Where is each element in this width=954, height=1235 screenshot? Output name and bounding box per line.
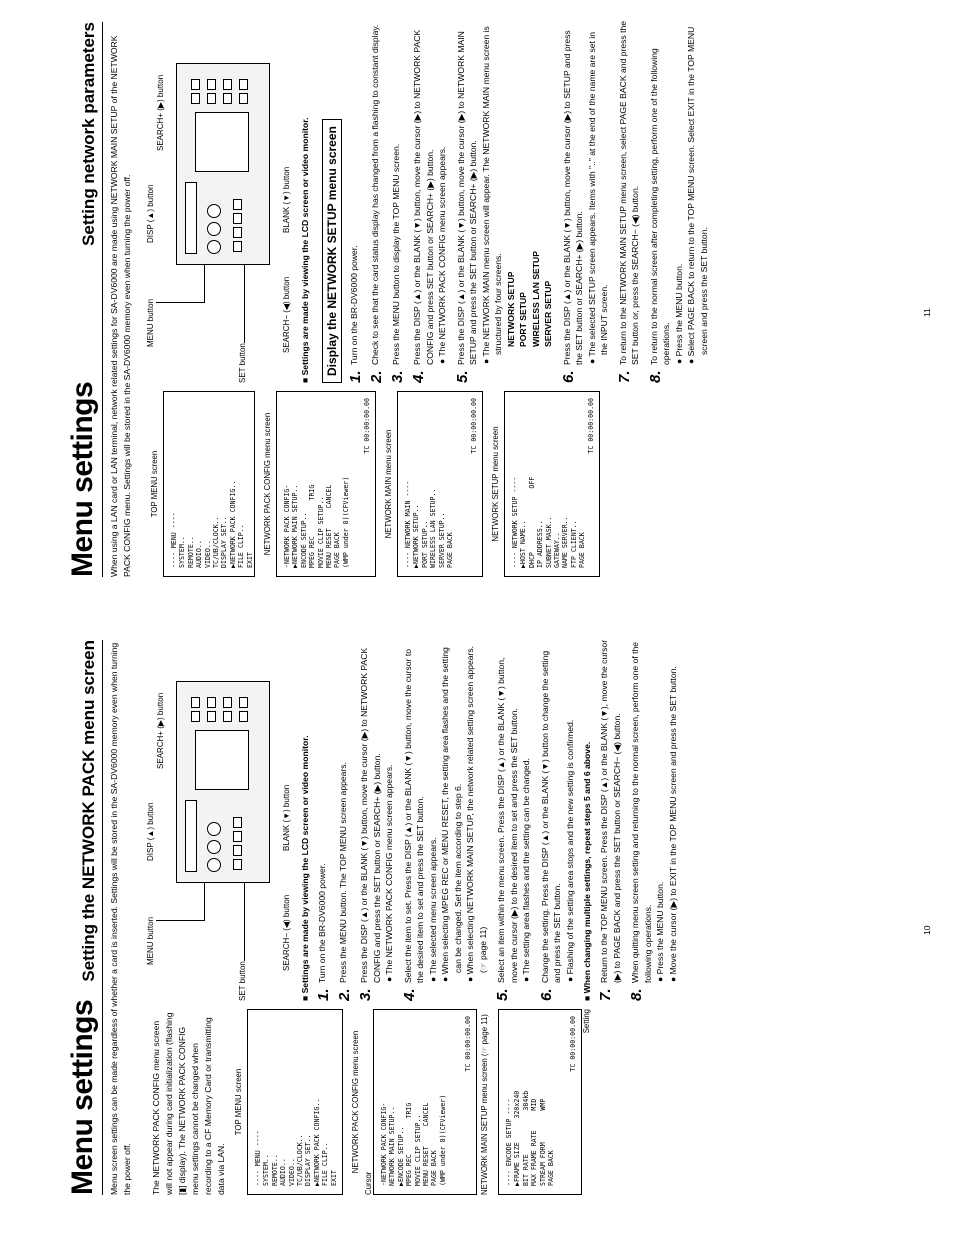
- screen-line: PAGE BACK: [578, 532, 587, 568]
- screen-line: PORT SETUP..: [420, 520, 429, 568]
- right-pack-block: [263, 391, 376, 577]
- screen-line: VIDEO..: [203, 540, 212, 568]
- step-number: 7.: [615, 370, 633, 383]
- panel-button: [191, 93, 200, 104]
- searchminus-button-label: SEARCH− (◀) button: [282, 894, 291, 971]
- menu-button-label: MENU button: [146, 298, 155, 347]
- bullet-item: ● The NETWORK MAIN menu screen will appear. The NETWORK MAIN menu screen is structured by four screens.: [480, 26, 503, 364]
- bullet-item: ● Select PAGE BACK to return to the TOP MENU screen. Select EXIT in the TOP MENU screen and press the SET button.: [686, 26, 709, 364]
- bullet-item: ● The NETWORK PACK CONFIG menu screen appears.: [384, 764, 394, 982]
- timecode: TC 00:00:00.00: [469, 398, 478, 454]
- knob-icon: [207, 822, 221, 836]
- card-slot: [185, 800, 197, 872]
- screen-line: (WMP under 8)(CFViewer): [438, 1094, 447, 1186]
- step-text: Press the DISP (▲) or the BLANK (▼) button, move the cursor (▶) to SETUP and press the SET button or SEARCH+ (▶) button.: [561, 30, 584, 365]
- screen-line: MENU RESET CANCEL: [422, 1102, 431, 1186]
- right-setup-block: [491, 391, 600, 577]
- step-number: 2.: [368, 370, 385, 383]
- recorder-front-panel: [176, 63, 270, 265]
- step: [648, 18, 711, 383]
- screen-line: MOVIE CLIP SETUP..: [316, 496, 325, 568]
- step-number: 2.: [336, 988, 353, 1001]
- screen-line: WIRELESS LAN SETUP..: [429, 488, 438, 568]
- step: [629, 636, 679, 1001]
- left-top-menu-caption: TOP MENU screen: [234, 1068, 243, 1136]
- step-number: 3.: [389, 370, 406, 383]
- right-title: Menu settings: [66, 381, 99, 577]
- panel-button: [239, 711, 248, 722]
- step-text: Turn on the BR-DV6000 power.: [349, 245, 359, 365]
- panel-button: [233, 199, 242, 210]
- step: [316, 636, 331, 1001]
- screen-line: AUDIO..: [195, 540, 204, 568]
- screen-line: MENU RESET CANCEL: [325, 484, 334, 568]
- timecode: TC 00:00:00.00: [463, 1016, 472, 1072]
- step: [598, 636, 623, 1001]
- searchplus-button-label: SEARCH+ (▶) button: [156, 692, 165, 769]
- screen-line: PAGE BACK: [430, 1150, 439, 1186]
- step-number: 6.: [559, 370, 577, 383]
- step: [495, 636, 533, 1001]
- screen-line: TC/UB/CLOCK..: [212, 516, 221, 568]
- panel-button: [233, 213, 242, 224]
- left-encode-block: [498, 1009, 591, 1195]
- recorder-front-panel: [176, 681, 270, 883]
- knob-icon: [207, 222, 221, 236]
- step: [337, 636, 352, 1001]
- step-text: Select the item to set. Press the DISP (▲) or the BLANK (▼) button, move the cursor to the desired item to set and press the SET button.: [402, 648, 425, 983]
- right-page: [0, 0, 954, 617]
- right-subtitle: Setting network parameters: [79, 22, 98, 246]
- timecode: TC 00:00:00.00: [586, 398, 595, 454]
- bullet-item: ● The setting area flashes and the setting can be changed.: [521, 758, 531, 982]
- panel-button: [239, 79, 248, 90]
- step-text: To return to the NETWORK MAIN SETUP menu screen, select PAGE BACK and press the SET button or, press the SEARCH− (◀) button.: [617, 20, 640, 365]
- step-number: 4.: [410, 370, 427, 383]
- screen-line: GATEWAY..: [553, 532, 562, 568]
- left-pack-caption: NETWORK PACK CONFIG menu screen: [351, 1030, 360, 1174]
- structure-item: SERVER SETUP: [543, 280, 553, 347]
- network-main-ref: NETWORK MAIN SETUP menu screen (☞ page 11): [480, 1014, 489, 1195]
- left-pack-screen: [373, 1009, 477, 1195]
- step-number: 7.: [597, 988, 614, 1001]
- left-card-note: The NETWORK PACK CONFIG menu screen will not appear during card initialization (flashing [▮] display). The NETWORK PACK CONFIG menu settings cannot be changed when recording to a CF Memory Card or transmitting data via LAN.: [151, 1012, 226, 1195]
- screen-line: ▶NETWORK PACK CONFIG..: [228, 480, 237, 568]
- knob-icon: [207, 840, 221, 854]
- bullet-item: ● The NETWORK PACK CONFIG menu screen appears.: [437, 146, 447, 364]
- step-number: 1.: [315, 988, 332, 1001]
- screen-line: -NETWORK PACK CONFIG-: [380, 1102, 388, 1186]
- screen-line: SYSTEM..: [178, 536, 187, 568]
- screen-line: PAGE BACK: [333, 532, 342, 568]
- step: [411, 18, 449, 383]
- left-screens-column: [146, 1009, 924, 1195]
- structure-item: PORT SETUP: [518, 292, 528, 347]
- left-device-diagram: [146, 636, 296, 1001]
- menu-button-label: MENU button: [146, 916, 155, 965]
- right-top-menu-block: [150, 391, 255, 577]
- bullet-item: ● Press the MENU button.: [655, 881, 665, 982]
- panel-button: [191, 697, 200, 708]
- screen-line: ENCODE SETUP..: [299, 512, 308, 568]
- right-main-caption: NETWORK MAIN menu screen: [384, 429, 393, 539]
- screen-line: IP ADDRESS..: [536, 520, 545, 568]
- screen-line: ---- NETWORK MAIN ----: [404, 480, 412, 568]
- step-number: 4.: [400, 988, 418, 1001]
- panel-button: [233, 831, 242, 842]
- right-pack-screen: [276, 391, 376, 577]
- step-number: 6.: [537, 988, 555, 1001]
- bullet-item: ● Press the MENU button.: [673, 263, 684, 364]
- callout-line: [156, 302, 204, 303]
- panel-button: [207, 79, 216, 90]
- structure-item: NETWORK SETUP: [505, 271, 516, 347]
- left-page: [0, 618, 954, 1235]
- timecode: TC 00:00:00.00: [568, 1016, 577, 1072]
- screen-line: MPEG REC TRIG: [405, 1102, 414, 1186]
- panel-button: [233, 241, 242, 252]
- cursor-label: Cursor: [364, 1171, 373, 1195]
- screen-line: SYSTEM..: [262, 1154, 271, 1186]
- panel-button: [191, 79, 200, 90]
- left-page-number: 10: [922, 925, 932, 935]
- left-encode-screen: [498, 1009, 582, 1195]
- structure-item: WIRELESS LAN SETUP: [530, 251, 541, 347]
- knob-icon: [207, 858, 221, 872]
- step-text: Press the DISP (▲) or the BLANK (▼) button, move the cursor (▶) to NETWORK PACK CONFIG and press SET button or SEARCH+ (▶) button.: [412, 29, 435, 365]
- screen-line: BIT RATE 384kb: [521, 1090, 530, 1186]
- screen-line: ---- MENU ----: [254, 1130, 262, 1186]
- panel-button: [233, 859, 242, 870]
- screen-line: ▶ENCODE SETUP..: [396, 1126, 405, 1186]
- lcd-screen: [195, 112, 249, 172]
- step: [358, 636, 396, 1001]
- step-text: Check to see that the card status display has changed from a flashing to constant display.: [370, 24, 380, 365]
- panel-button: [239, 697, 248, 708]
- panel-button: [207, 711, 216, 722]
- screen-line: DISPLAY SET..: [220, 516, 229, 568]
- panel-button: [207, 93, 216, 104]
- panel-button: [223, 697, 232, 708]
- right-main-screen: [397, 391, 483, 577]
- right-setup-screen: [504, 391, 600, 577]
- step-number: 3.: [357, 988, 374, 1001]
- left-top-menu-block: [234, 1009, 343, 1195]
- bullet-item: ● When selecting MPEG REC or MENU RESET, the setting area flashes and the setting can be changed. Set the item according to step 6.: [440, 647, 463, 982]
- right-steps-column: [146, 18, 924, 383]
- screen-line: SERVER SETUP..: [437, 512, 446, 568]
- screen-line: EXIT: [245, 552, 254, 568]
- right-top-menu-caption: TOP MENU screen: [150, 450, 159, 518]
- step: [402, 636, 490, 1001]
- screen-line: DISPLAY SET..: [304, 1134, 313, 1186]
- multiple-settings-note: ■ When changing multiple settings, repeat steps 5 and 6 above.: [582, 741, 592, 1001]
- screen-line: MPEG REC TRIG: [308, 484, 317, 568]
- panel-button: [223, 711, 232, 722]
- panel-button: [223, 93, 232, 104]
- knob-icon: [207, 240, 221, 254]
- blank-button-label: BLANK (▼) button: [282, 166, 291, 233]
- right-main-block: [384, 391, 483, 577]
- step-text: Return to the TOP MENU screen. Press the DISP (▲) or the BLANK (▼), move the cursor (▶) to PAGE BACK and press the SET button or SEARCH− (◀) button.: [599, 639, 622, 983]
- left-steps-column: [146, 636, 924, 1001]
- step-text: Press the DISP (▲) or the BLANK (▼) button, move the cursor (▶) to NETWORK MAIN SETUP and press the SET button or SEARCH+ (▶) button.: [455, 31, 478, 365]
- left-lcd-note: ■ Settings are made by viewing the LCD screen or video monitor.: [300, 735, 310, 1001]
- screen-line: ▶HOST NAME..: [519, 520, 528, 568]
- disp-button-label: DISP (▲) button: [146, 184, 155, 243]
- step: [390, 18, 405, 383]
- step-text: To return to the normal screen after completing setting, perform one of the following operations.: [648, 48, 671, 365]
- screen-line: ▶NETWORK PACK CONFIG..: [312, 1098, 321, 1186]
- timecode: TC 00:00:00.00: [362, 398, 371, 454]
- screen-line: AUDIO..: [279, 1158, 288, 1186]
- step-number: 5.: [453, 370, 471, 383]
- set-button-label: SET button: [238, 961, 247, 1001]
- panel-button: [233, 227, 242, 238]
- step: [455, 18, 555, 383]
- screen-line: ▶NETWORK MAIN SETUP..: [291, 484, 300, 568]
- right-device-diagram: [146, 18, 296, 383]
- bullet-item: ● Flashing of the setting area stops and the new setting is confirmed.: [564, 719, 575, 982]
- screen-line: PAGE BACK: [547, 1150, 556, 1186]
- left-top-menu-screen: [247, 1009, 343, 1195]
- left-subtitle: Setting the NETWORK PACK menu screen: [79, 640, 98, 982]
- screen-line: MAX FRAME RATE MID: [530, 1098, 539, 1186]
- panel-button: [233, 845, 242, 856]
- right-lcd-note: ■ Settings are made by viewing the LCD screen or video monitor.: [300, 117, 310, 383]
- callout-line: [156, 920, 204, 921]
- screen-line: REMOTE..: [270, 1154, 279, 1186]
- screen-line: NETWORK MAIN SETUP..: [388, 1106, 397, 1186]
- step-text: When quitting menu screen setting and returning to the normal screen, perform one of the following operations.: [630, 641, 653, 983]
- left-pack-block: [351, 1009, 490, 1195]
- lcd-screen: [195, 730, 249, 790]
- step-text: Turn on the BR-DV6000 power.: [317, 863, 327, 983]
- panel-button: [233, 817, 242, 828]
- bullet-item: ● When selecting NETWORK MAIN SETUP, the network related setting screen appears. (☞ page 11): [465, 645, 488, 982]
- screen-line: EXIT: [329, 1170, 338, 1186]
- right-pack-caption: NETWORK PACK CONFIG menu screen: [263, 412, 272, 556]
- screen-line: DHCP OFF: [527, 476, 536, 568]
- screen-line: MOVIE CLIP SETUP..: [413, 1114, 422, 1186]
- screen-line: REMOTE..: [186, 536, 195, 568]
- panel-button: [239, 93, 248, 104]
- searchplus-button-label: SEARCH+ (▶) button: [156, 74, 165, 151]
- left-intro: Menu screen settings can be made regardless of whether a card is inserted. Settings will be stored in the SA-DV6000 memory even when turning the power off.: [109, 642, 132, 1195]
- step: [561, 18, 611, 383]
- screen-line: TC/UB/CLOCK..: [296, 1134, 305, 1186]
- right-header: [62, 22, 103, 577]
- left-header: [62, 640, 103, 1195]
- screen-line: ---- ENCODE SETUP ----: [505, 1098, 513, 1186]
- disp-button-label: DISP (▲) button: [146, 802, 155, 861]
- panel-button: [223, 79, 232, 90]
- step: [369, 18, 384, 383]
- screen-line: SUBNET MASK..: [544, 516, 553, 568]
- step-number: 5.: [494, 988, 511, 1001]
- right-page-number: 11: [922, 308, 932, 317]
- bullet-item: ● The selected SETUP screen appears. Items with ".." at the end of the name are set in the INPUT screen.: [586, 32, 609, 364]
- step-number: 8.: [628, 988, 645, 1001]
- setting-label: Setting: [582, 1009, 591, 1034]
- step-text: Press the MENU button to display the TOP MENU screen.: [391, 143, 401, 365]
- screen-line: ---- MENU ----: [170, 512, 178, 568]
- step: [539, 636, 577, 1001]
- right-setup-caption: NETWORK SETUP menu screen: [491, 426, 500, 542]
- screen-line: NAME SERVER..: [561, 516, 570, 568]
- screen-line: PAGE BACK: [446, 532, 455, 568]
- screen-line: -NETWORK PACK CONFIG-: [283, 484, 291, 568]
- step-number: 8.: [646, 370, 664, 383]
- step: [348, 18, 363, 383]
- step-text: Press the DISP (▲) or the BLANK (▼) button, move the cursor (▶) to NETWORK PACK CONFIG and press the SET button or SEARCH+ (▶) button.: [359, 647, 382, 983]
- screen-line: (WMP under 8)(CFViewer): [341, 476, 350, 568]
- step: [617, 18, 642, 383]
- screen-line: STREAM FORM WMP: [538, 1098, 547, 1186]
- panel-button: [191, 711, 200, 722]
- screen-line: ▶FRAME SIZE 320x240: [513, 1090, 522, 1186]
- screen-line: VIDEO..: [287, 1158, 296, 1186]
- left-title: Menu settings: [66, 999, 99, 1195]
- screen-line: ▶NETWORK SETUP..: [412, 504, 421, 568]
- card-slot: [185, 182, 197, 254]
- step-number: 1.: [347, 370, 364, 383]
- right-intro: When using a LAN card or LAN terminal, network related settings for SA-DV6000 are made using NETWORK MAIN SETUP of the NETWORK PACK CONFIG menu. Settings will be stored in the SA-DV6000 memory even when turning the power off.: [109, 35, 132, 577]
- step-text: Select an item within the menu screen. Press the DISP (▲) or the BLANK (▼) button, move the cursor (▶) to the desired item to set and press the SET button.: [496, 657, 519, 983]
- screen-line: ---- NETWORK SETUP ----: [511, 476, 519, 568]
- bullet-item: ● The selected menu screen appears.: [427, 837, 438, 982]
- screen-line: FILE CLIP..: [237, 524, 246, 568]
- bullet-item: ● Move the cursor (▶) to EXIT in the TOP MENU screen and press the SET button.: [667, 666, 678, 982]
- screen-line: FTP CLIENT..: [569, 520, 578, 568]
- knob-icon: [207, 204, 221, 218]
- step-text: Change the setting. Press the DISP (▲) or the BLANK (▼) button to change the setting and press the SET button.: [539, 650, 562, 983]
- blank-button-label: BLANK (▼) button: [282, 784, 291, 851]
- right-screens-column: [146, 391, 924, 577]
- panel-button: [207, 697, 216, 708]
- screen-line: FILE CLIP..: [321, 1142, 330, 1186]
- searchminus-button-label: SEARCH− (◀) button: [282, 276, 291, 353]
- network-setup-section-title: Display the NETWORK SETUP menu screen: [322, 119, 342, 383]
- set-button-label: SET button: [238, 343, 247, 383]
- right-top-menu-screen: [163, 391, 255, 577]
- step-text: Press the MENU button. The TOP MENU screen appears.: [338, 762, 348, 983]
